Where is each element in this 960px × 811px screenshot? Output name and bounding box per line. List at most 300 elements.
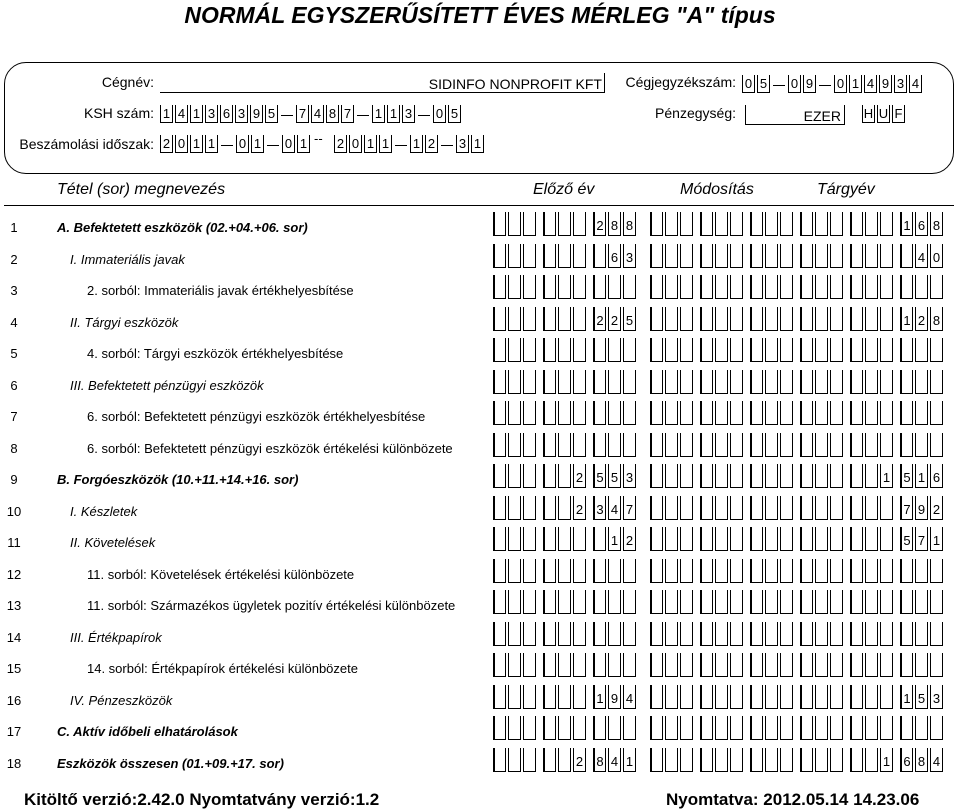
value-cell[interactable] (715, 212, 728, 236)
value-cell[interactable]: 5 (915, 685, 928, 709)
value-cell[interactable] (650, 338, 663, 362)
currency-unit-field[interactable]: EZER (745, 105, 845, 125)
value-cell[interactable] (780, 496, 793, 520)
current-year-field[interactable] (800, 212, 945, 236)
value-cell[interactable] (715, 307, 728, 331)
value-cell[interactable] (815, 622, 828, 646)
value-cell[interactable] (830, 370, 843, 394)
digit-box[interactable]: 8 (326, 105, 339, 123)
value-cell[interactable]: 8 (915, 748, 928, 772)
value-cell[interactable]: 4 (608, 496, 621, 520)
value-cell[interactable]: 6 (930, 464, 943, 488)
value-cell[interactable] (880, 496, 893, 520)
previous-year-field[interactable] (493, 590, 638, 614)
value-cell[interactable] (830, 275, 843, 299)
value-cell[interactable] (493, 622, 506, 646)
value-cell[interactable] (930, 590, 943, 614)
value-cell[interactable]: 1 (608, 527, 621, 551)
digit-box[interactable]: 2 (160, 135, 173, 153)
current-year-field[interactable] (800, 370, 945, 394)
value-cell[interactable] (573, 559, 586, 583)
value-cell[interactable] (850, 748, 863, 772)
value-cell[interactable] (700, 307, 713, 331)
value-cell[interactable] (750, 622, 763, 646)
current-year-field[interactable] (800, 590, 945, 614)
value-cell[interactable] (680, 685, 693, 709)
digit-box[interactable]: 0 (742, 75, 755, 93)
value-cell[interactable] (593, 338, 606, 362)
value-cell[interactable]: 7 (900, 496, 913, 520)
value-cell[interactable] (593, 433, 606, 457)
value-cell[interactable] (523, 685, 536, 709)
value-cell[interactable] (800, 748, 813, 772)
value-cell[interactable] (700, 653, 713, 677)
value-cell[interactable] (508, 212, 521, 236)
value-cell[interactable] (730, 590, 743, 614)
modification-field[interactable] (650, 622, 795, 646)
value-cell[interactable]: 0 (930, 244, 943, 268)
value-cell[interactable] (543, 244, 556, 268)
value-cell[interactable] (493, 433, 506, 457)
value-cell[interactable] (765, 401, 778, 425)
value-cell[interactable]: 6 (608, 244, 621, 268)
current-year-field[interactable] (800, 653, 945, 677)
digit-box[interactable]: 0 (834, 75, 847, 93)
value-cell[interactable]: 4 (623, 685, 636, 709)
value-cell[interactable] (865, 748, 878, 772)
value-cell[interactable] (900, 716, 913, 740)
value-cell[interactable] (680, 653, 693, 677)
value-cell[interactable] (930, 653, 943, 677)
value-cell[interactable] (493, 464, 506, 488)
digit-box[interactable]: 7 (341, 105, 354, 123)
value-cell[interactable] (593, 559, 606, 583)
value-cell[interactable] (765, 212, 778, 236)
value-cell[interactable] (558, 401, 571, 425)
previous-year-field[interactable] (493, 307, 638, 331)
value-cell[interactable] (915, 653, 928, 677)
value-cell[interactable] (608, 622, 621, 646)
value-cell[interactable] (680, 464, 693, 488)
value-cell[interactable] (915, 716, 928, 740)
value-cell[interactable] (730, 622, 743, 646)
value-cell[interactable] (830, 653, 843, 677)
value-cell[interactable] (665, 559, 678, 583)
value-cell[interactable]: 8 (930, 307, 943, 331)
current-year-field[interactable] (800, 496, 945, 520)
value-cell[interactable] (780, 559, 793, 583)
digit-box[interactable]: 1 (297, 135, 310, 153)
value-cell[interactable] (680, 433, 693, 457)
value-cell[interactable] (815, 716, 828, 740)
value-cell[interactable] (523, 401, 536, 425)
value-cell[interactable]: 1 (623, 748, 636, 772)
value-cell[interactable] (800, 307, 813, 331)
value-cell[interactable] (865, 370, 878, 394)
digit-box[interactable]: 1 (160, 105, 173, 123)
value-cell[interactable] (543, 464, 556, 488)
value-cell[interactable] (780, 401, 793, 425)
previous-year-field[interactable] (493, 338, 638, 362)
current-year-field[interactable] (800, 307, 945, 331)
value-cell[interactable] (800, 244, 813, 268)
value-cell[interactable] (523, 622, 536, 646)
value-cell[interactable] (543, 559, 556, 583)
value-cell[interactable] (508, 307, 521, 331)
value-cell[interactable] (715, 716, 728, 740)
value-cell[interactable]: 1 (880, 748, 893, 772)
value-cell[interactable] (730, 212, 743, 236)
previous-year-field[interactable] (493, 433, 638, 457)
value-cell[interactable] (593, 653, 606, 677)
value-cell[interactable] (880, 622, 893, 646)
value-cell[interactable] (915, 622, 928, 646)
value-cell[interactable] (765, 559, 778, 583)
value-cell[interactable] (608, 590, 621, 614)
value-cell[interactable] (508, 748, 521, 772)
modification-field[interactable] (650, 212, 795, 236)
previous-year-field[interactable] (493, 370, 638, 394)
value-cell[interactable] (523, 433, 536, 457)
value-cell[interactable] (608, 275, 621, 299)
value-cell[interactable] (730, 370, 743, 394)
value-cell[interactable] (523, 590, 536, 614)
value-cell[interactable]: 4 (930, 748, 943, 772)
value-cell[interactable] (880, 685, 893, 709)
value-cell[interactable]: 9 (915, 496, 928, 520)
value-cell[interactable] (850, 653, 863, 677)
value-cell[interactable] (830, 685, 843, 709)
value-cell[interactable] (650, 370, 663, 394)
digit-box[interactable]: 1 (471, 135, 484, 153)
value-cell[interactable] (573, 685, 586, 709)
value-cell[interactable] (700, 275, 713, 299)
value-cell[interactable] (715, 401, 728, 425)
digit-box[interactable]: 1 (387, 105, 400, 123)
value-cell[interactable] (800, 685, 813, 709)
modification-field[interactable] (650, 464, 795, 488)
value-cell[interactable] (573, 338, 586, 362)
value-cell[interactable] (800, 527, 813, 551)
value-cell[interactable]: 8 (608, 212, 621, 236)
value-cell[interactable] (765, 307, 778, 331)
value-cell[interactable] (493, 748, 506, 772)
value-cell[interactable] (750, 685, 763, 709)
value-cell[interactable] (865, 433, 878, 457)
value-cell[interactable] (558, 590, 571, 614)
value-cell[interactable] (750, 338, 763, 362)
value-cell[interactable] (900, 433, 913, 457)
value-cell[interactable]: 9 (608, 685, 621, 709)
value-cell[interactable] (665, 244, 678, 268)
value-cell[interactable] (665, 433, 678, 457)
modification-field[interactable] (650, 496, 795, 520)
value-cell[interactable] (508, 559, 521, 583)
value-cell[interactable] (815, 685, 828, 709)
value-cell[interactable] (730, 653, 743, 677)
value-cell[interactable]: 5 (593, 464, 606, 488)
value-cell[interactable] (523, 559, 536, 583)
value-cell[interactable] (573, 275, 586, 299)
value-cell[interactable] (573, 590, 586, 614)
value-cell[interactable] (493, 685, 506, 709)
value-cell[interactable] (750, 653, 763, 677)
value-cell[interactable] (800, 275, 813, 299)
value-cell[interactable] (558, 464, 571, 488)
value-cell[interactable] (558, 716, 571, 740)
digit-box[interactable]: 1 (410, 135, 423, 153)
value-cell[interactable] (573, 401, 586, 425)
value-cell[interactable] (800, 433, 813, 457)
digit-box[interactable]: 4 (864, 75, 877, 93)
value-cell[interactable] (815, 212, 828, 236)
digit-box[interactable]: 5 (757, 75, 770, 93)
value-cell[interactable] (930, 559, 943, 583)
value-cell[interactable] (915, 401, 928, 425)
value-cell[interactable] (593, 527, 606, 551)
value-cell[interactable] (850, 685, 863, 709)
value-cell[interactable] (850, 338, 863, 362)
value-cell[interactable]: 4 (608, 748, 621, 772)
value-cell[interactable] (850, 716, 863, 740)
value-cell[interactable] (573, 622, 586, 646)
value-cell[interactable] (623, 653, 636, 677)
value-cell[interactable] (650, 559, 663, 583)
value-cell[interactable] (700, 464, 713, 488)
value-cell[interactable] (558, 653, 571, 677)
digit-box[interactable]: 0 (175, 135, 188, 153)
value-cell[interactable] (915, 590, 928, 614)
value-cell[interactable] (543, 433, 556, 457)
modification-field[interactable] (650, 370, 795, 394)
previous-year-field[interactable] (493, 464, 638, 488)
current-year-field[interactable] (800, 244, 945, 268)
digit-box[interactable]: 4 (311, 105, 324, 123)
value-cell[interactable] (543, 748, 556, 772)
value-cell[interactable] (850, 275, 863, 299)
value-cell[interactable] (700, 590, 713, 614)
value-cell[interactable]: 1 (593, 685, 606, 709)
value-cell[interactable]: 5 (623, 307, 636, 331)
value-cell[interactable] (608, 433, 621, 457)
current-year-field[interactable] (800, 622, 945, 646)
currency-code-field[interactable] (862, 105, 907, 123)
value-cell[interactable] (865, 527, 878, 551)
current-year-field[interactable] (800, 559, 945, 583)
value-cell[interactable] (700, 433, 713, 457)
value-cell[interactable]: 2 (593, 212, 606, 236)
value-cell[interactable] (830, 748, 843, 772)
value-cell[interactable] (493, 338, 506, 362)
value-cell[interactable] (765, 275, 778, 299)
value-cell[interactable] (800, 653, 813, 677)
value-cell[interactable] (573, 653, 586, 677)
value-cell[interactable] (815, 275, 828, 299)
previous-year-field[interactable] (493, 748, 638, 772)
value-cell[interactable] (573, 244, 586, 268)
value-cell[interactable] (700, 244, 713, 268)
value-cell[interactable] (880, 212, 893, 236)
value-cell[interactable] (780, 433, 793, 457)
value-cell[interactable] (800, 338, 813, 362)
value-cell[interactable] (850, 370, 863, 394)
previous-year-field[interactable] (493, 559, 638, 583)
value-cell[interactable] (665, 307, 678, 331)
value-cell[interactable]: 1 (880, 464, 893, 488)
value-cell[interactable] (593, 716, 606, 740)
value-cell[interactable] (850, 244, 863, 268)
value-cell[interactable] (880, 653, 893, 677)
value-cell[interactable] (508, 370, 521, 394)
current-year-field[interactable] (800, 748, 945, 772)
value-cell[interactable] (765, 370, 778, 394)
value-cell[interactable] (650, 590, 663, 614)
digit-box[interactable]: 3 (456, 135, 469, 153)
digit-box[interactable]: 0 (236, 135, 249, 153)
value-cell[interactable] (608, 716, 621, 740)
value-cell[interactable] (780, 716, 793, 740)
value-cell[interactable] (558, 559, 571, 583)
value-cell[interactable] (493, 590, 506, 614)
value-cell[interactable] (623, 433, 636, 457)
value-cell[interactable] (543, 716, 556, 740)
value-cell[interactable] (543, 622, 556, 646)
current-year-field[interactable] (800, 464, 945, 488)
value-cell[interactable] (573, 433, 586, 457)
value-cell[interactable] (650, 244, 663, 268)
value-cell[interactable] (523, 338, 536, 362)
value-cell[interactable] (680, 527, 693, 551)
value-cell[interactable] (523, 748, 536, 772)
value-cell[interactable] (930, 370, 943, 394)
modification-field[interactable] (650, 559, 795, 583)
value-cell[interactable] (523, 653, 536, 677)
value-cell[interactable] (830, 464, 843, 488)
previous-year-field[interactable] (493, 401, 638, 425)
value-cell[interactable] (830, 212, 843, 236)
modification-field[interactable] (650, 653, 795, 677)
value-cell[interactable] (865, 685, 878, 709)
value-cell[interactable] (715, 433, 728, 457)
value-cell[interactable] (493, 212, 506, 236)
value-cell[interactable] (665, 370, 678, 394)
value-cell[interactable] (765, 622, 778, 646)
value-cell[interactable] (700, 527, 713, 551)
value-cell[interactable] (680, 275, 693, 299)
value-cell[interactable] (780, 748, 793, 772)
value-cell[interactable] (665, 212, 678, 236)
value-cell[interactable] (493, 401, 506, 425)
value-cell[interactable] (650, 307, 663, 331)
digit-box[interactable]: 3 (205, 105, 218, 123)
value-cell[interactable] (730, 559, 743, 583)
value-cell[interactable] (680, 338, 693, 362)
value-cell[interactable]: 2 (915, 307, 928, 331)
company-field[interactable]: SIDINFO NONPROFIT KFT (160, 73, 605, 93)
value-cell[interactable] (750, 433, 763, 457)
value-cell[interactable] (623, 370, 636, 394)
value-cell[interactable] (608, 653, 621, 677)
value-cell[interactable] (750, 401, 763, 425)
value-cell[interactable] (665, 338, 678, 362)
value-cell[interactable] (865, 716, 878, 740)
value-cell[interactable] (750, 527, 763, 551)
current-year-field[interactable] (800, 401, 945, 425)
value-cell[interactable] (915, 559, 928, 583)
value-cell[interactable] (493, 370, 506, 394)
value-cell[interactable] (508, 685, 521, 709)
value-cell[interactable]: 1 (900, 212, 913, 236)
value-cell[interactable]: 5 (608, 464, 621, 488)
value-cell[interactable] (865, 401, 878, 425)
value-cell[interactable] (880, 275, 893, 299)
currency-code-box[interactable]: H (863, 106, 874, 121)
value-cell[interactable] (765, 527, 778, 551)
value-cell[interactable] (650, 464, 663, 488)
value-cell[interactable] (650, 433, 663, 457)
digit-box[interactable]: 0 (349, 135, 362, 153)
value-cell[interactable] (508, 653, 521, 677)
value-cell[interactable] (800, 559, 813, 583)
value-cell[interactable]: 2 (623, 527, 636, 551)
value-cell[interactable] (715, 559, 728, 583)
value-cell[interactable] (558, 622, 571, 646)
value-cell[interactable] (593, 244, 606, 268)
value-cell[interactable] (715, 496, 728, 520)
value-cell[interactable]: 2 (573, 748, 586, 772)
value-cell[interactable] (900, 653, 913, 677)
value-cell[interactable]: 1 (900, 307, 913, 331)
value-cell[interactable]: 5 (900, 527, 913, 551)
value-cell[interactable] (665, 590, 678, 614)
value-cell[interactable] (543, 338, 556, 362)
value-cell[interactable] (493, 496, 506, 520)
value-cell[interactable] (650, 622, 663, 646)
value-cell[interactable] (765, 716, 778, 740)
value-cell[interactable] (830, 496, 843, 520)
value-cell[interactable] (815, 307, 828, 331)
digit-box[interactable]: 3 (402, 105, 415, 123)
value-cell[interactable] (608, 401, 621, 425)
value-cell[interactable]: 2 (573, 464, 586, 488)
digit-box[interactable]: 4 (909, 75, 922, 93)
value-cell[interactable] (850, 307, 863, 331)
value-cell[interactable] (830, 559, 843, 583)
value-cell[interactable] (730, 244, 743, 268)
value-cell[interactable] (665, 653, 678, 677)
value-cell[interactable] (508, 590, 521, 614)
value-cell[interactable] (573, 307, 586, 331)
value-cell[interactable] (780, 464, 793, 488)
value-cell[interactable] (915, 370, 928, 394)
value-cell[interactable] (780, 622, 793, 646)
previous-year-field[interactable] (493, 244, 638, 268)
value-cell[interactable] (680, 748, 693, 772)
value-cell[interactable] (680, 716, 693, 740)
value-cell[interactable] (915, 275, 928, 299)
value-cell[interactable] (880, 244, 893, 268)
modification-field[interactable] (650, 748, 795, 772)
previous-year-field[interactable] (493, 622, 638, 646)
value-cell[interactable] (650, 527, 663, 551)
value-cell[interactable] (915, 338, 928, 362)
value-cell[interactable] (700, 496, 713, 520)
value-cell[interactable] (650, 748, 663, 772)
value-cell[interactable] (730, 716, 743, 740)
value-cell[interactable] (650, 685, 663, 709)
value-cell[interactable] (850, 496, 863, 520)
value-cell[interactable] (523, 275, 536, 299)
